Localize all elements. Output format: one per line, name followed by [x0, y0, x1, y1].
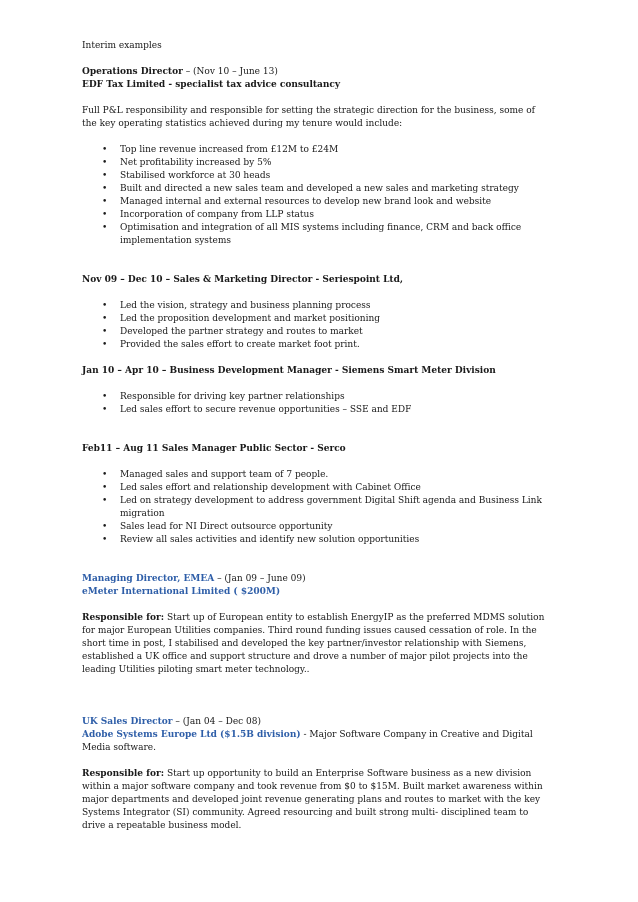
adobe-section	[82, 716, 552, 833]
adobe-responsibilities	[82, 768, 552, 833]
adobe-dates: – (Jan 04 – Dec 08)	[172, 717, 262, 727]
list-item: • Net profitability increased by 5%	[102, 158, 272, 168]
list-item: • Led sales effort and relationship development with Cabinet Office	[102, 483, 421, 493]
serco-section	[82, 443, 552, 547]
emeter-resp-label: Responsible for:	[82, 613, 165, 623]
emeter-responsibilities	[82, 612, 552, 677]
bullet-icon: •	[102, 470, 108, 480]
edf-section	[82, 66, 552, 248]
adobe-resp-label: Responsible for:	[82, 769, 165, 779]
emeter-company: eMeter International Limited ( $200M)	[82, 587, 281, 597]
list-item: • Led the proposition development and market positioning	[102, 314, 381, 324]
list-item: • Incorporation of company from LLP status	[102, 210, 314, 220]
serco-role-title: Feb11 – Aug 11 Sales Manager Public Sector - Serco	[82, 444, 346, 454]
bullet-icon: •	[102, 158, 108, 168]
list-item: • Led sales effort to secure revenue opportunities – SSE and EDF	[102, 405, 412, 415]
list-item: • Sales lead for NI Direct outsource opportunity	[102, 522, 333, 532]
list-item: • Led on strategy development to address government Digital Shift agenda and Business Link migration	[102, 496, 542, 519]
adobe-company-desc: - Major Software Company in Creative and Digital Media software.	[82, 730, 533, 753]
siemens-section	[82, 365, 552, 417]
seriespoint-bullet-list	[82, 300, 552, 352]
list-item: • Provided the sales effort to create market foot print.	[102, 340, 360, 350]
bullet-icon: •	[102, 145, 108, 155]
emeter-role-title: Managing Director, EMEA	[82, 574, 215, 584]
seriespoint-section	[82, 274, 552, 352]
serco-bullet-list	[82, 469, 552, 547]
edf-dates: – (Nov 10 – June 13)	[182, 67, 278, 77]
bullet-icon: •	[102, 314, 108, 324]
list-item: • Built and directed a new sales team and developed a new sales and marketing strategy	[102, 184, 519, 194]
bullet-icon: •	[102, 301, 108, 311]
page-heading: Interim examples	[82, 41, 162, 51]
emeter-resp-text: Start up of European entity to establish EnergyIP as the preferred MDMS solution for major European Utilities companies. Third round funding issues caused cessation of role. In the short time in post, I stabilised and developed the key partner/investor relationship with Siemens, established a UK office and support structure and drove a number of major pilot projects into the leading Utilities piloting smart meter technology..	[82, 613, 545, 675]
list-item: • Led the vision, strategy and business planning process	[102, 301, 371, 311]
list-item: • Responsible for driving key partner relationships	[102, 392, 345, 402]
bullet-icon: •	[102, 405, 108, 415]
emeter-dates: – (Jan 09 – June 09)	[214, 574, 306, 584]
edf-bullet-list	[82, 144, 552, 248]
adobe-company: Adobe Systems Europe Ltd ($1.5B division)	[82, 730, 301, 740]
bullet-icon: •	[102, 210, 108, 220]
bullet-icon: •	[102, 522, 108, 532]
siemens-role-title: Jan 10 – Apr 10 – Business Development Manager - Siemens Smart Meter Division	[82, 366, 496, 376]
adobe-role-title: UK Sales Director	[82, 717, 173, 727]
bullet-icon: •	[102, 223, 108, 233]
bullet-icon: •	[102, 184, 108, 194]
bullet-icon: •	[102, 535, 108, 545]
bullet-icon: •	[102, 197, 108, 207]
list-item: • Managed sales and support team of 7 people.	[102, 470, 329, 480]
list-item: • Developed the partner strategy and routes to market	[102, 327, 363, 337]
bullet-icon: •	[102, 392, 108, 402]
bullet-icon: •	[102, 483, 108, 493]
list-item: • Managed internal and external resources to develop new brand look and website	[102, 197, 492, 207]
bullet-icon: •	[102, 340, 108, 350]
list-item: • Top line revenue increased from £12M to £24M	[102, 145, 339, 155]
seriespoint-role-title: Nov 09 – Dec 10 – Sales & Marketing Director - Seriespoint Ltd,	[82, 275, 404, 285]
list-item: • Stabilised workforce at 30 heads	[102, 171, 271, 181]
list-item: • Optimisation and integration of all MIS systems including finance, CRM and back office implementation systems	[102, 223, 522, 246]
bullet-icon: •	[102, 327, 108, 337]
list-item: • Review all sales activities and identify new solution opportunities	[102, 535, 420, 545]
adobe-resp-text: Start up opportunity to build an Enterprise Software business as a new division within a major software company and took revenue from $0 to $15M. Built market awareness within major departments and developed joint revenue generating plans and routes to market with the key Systems Integrator (SI) community. Agreed resourcing and built strong multi- disciplined team to drive a repeatable business model.	[82, 769, 543, 831]
bullet-icon: •	[102, 496, 108, 506]
emeter-section	[82, 573, 552, 677]
edf-role-title: Operations Director	[82, 67, 183, 77]
edf-company: EDF Tax Limited - specialist tax advice consultancy	[82, 80, 341, 90]
document-page	[82, 40, 552, 833]
siemens-bullet-list	[82, 391, 552, 417]
edf-intro: Full P&L responsibility and responsible for setting the strategic direction for the business, some of the key operating statistics achieved during my tenure would include:	[82, 106, 535, 129]
bullet-icon: •	[102, 171, 108, 181]
